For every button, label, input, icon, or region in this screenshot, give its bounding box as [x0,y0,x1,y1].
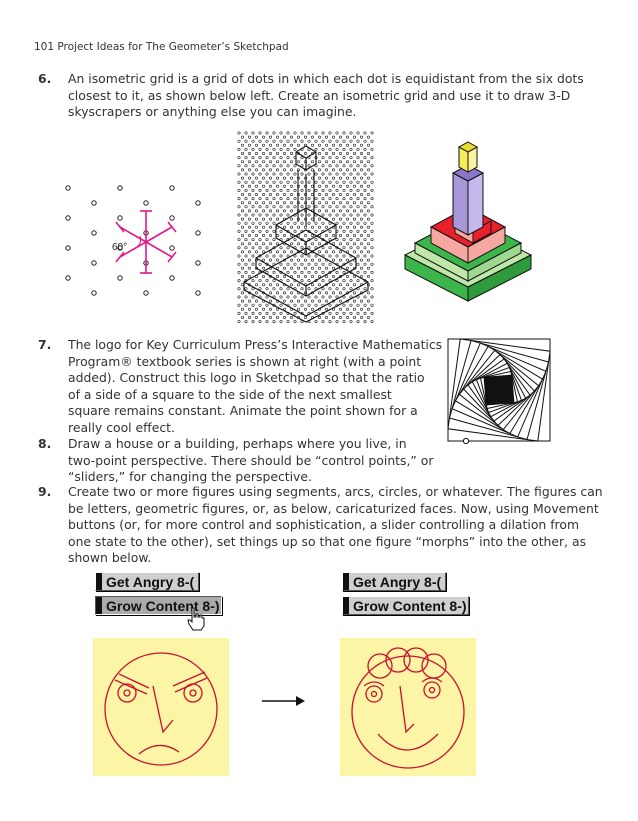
grow-content-button-right[interactable] [342,596,469,615]
item-number: 6. [38,71,52,86]
content-face-figure [340,638,476,776]
spiral-squares-logo [444,337,554,445]
running-header: 101 Project Ideas for The Geometer’s Sketchpad [34,41,289,53]
item-number: 9. [38,484,52,499]
item-text-line: of a side of a square to the side of the next smallest [68,386,392,402]
button-label: Grow Content 8-) [353,598,467,614]
button-label: Get Angry 8-( [353,574,442,590]
item-text-line: buttons (or, for more control and sophistication, a slider controlling a dilation from [68,517,580,532]
item-text-line: square remains constant. Animate the point shown for a [68,403,418,418]
button-label: Get Angry 8-( [106,574,195,590]
item-number: 7. [38,337,52,352]
item-text-line: closest to it, as shown below left. Create an isometric grid and use it to draw 3-D [68,87,571,103]
animation-point [463,438,468,443]
item-text-line: Create two or more figures using segments, arcs, circles, or whatever. The figures can [68,484,603,499]
get-angry-button[interactable] [95,572,199,591]
item-text-line: one state to the other), set things up so that one figure “morphs” into the other, as [68,533,587,549]
item-text-line: “sliders,” for changing the perspective. [68,469,312,484]
angle-label: 60° [112,242,128,253]
colored-3d-skyscraper [393,135,543,305]
item-text-line: An isometric grid is a grid of dots in which each dot is equidistant from the six dots [68,71,584,86]
get-angry-button-right[interactable] [342,572,446,591]
item-text-line: added). Construct this logo in Sketchpad so that the ratio [68,370,425,385]
item-text-line: skyscrapers or anything else you can imagine. [68,104,357,119]
isometric-grid-figure [60,180,220,310]
skyscraper-outline [244,146,368,322]
item-text-line: Draw a house or a building, perhaps where you live, in [68,436,407,451]
button-handle [96,597,102,614]
item-text-line: really cool effect. [68,419,175,435]
morph-arrow-icon [260,694,306,708]
item-text-line: Program® textbook series is shown at right (with a point [68,353,422,369]
item-text-line: The logo for Key Curriculum Press’s Interactive Mathematics [68,337,443,352]
button-handle [343,573,349,590]
button-handle [343,597,349,614]
item-text-line: shown below. [68,550,152,565]
angry-face-figure [93,638,229,776]
isometric-dot-skyscraper [236,130,376,325]
button-handle [96,573,102,590]
item-number: 8. [38,436,52,451]
button-label: Grow Content 8-) [106,598,220,614]
item-text-line: two-point perspective. There should be “control points,” or [68,452,434,468]
item-text-line: be letters, geometric figures, or, as below, caricaturized faces. Now, using Movement [68,500,599,516]
hand-pointer-icon [186,606,206,632]
